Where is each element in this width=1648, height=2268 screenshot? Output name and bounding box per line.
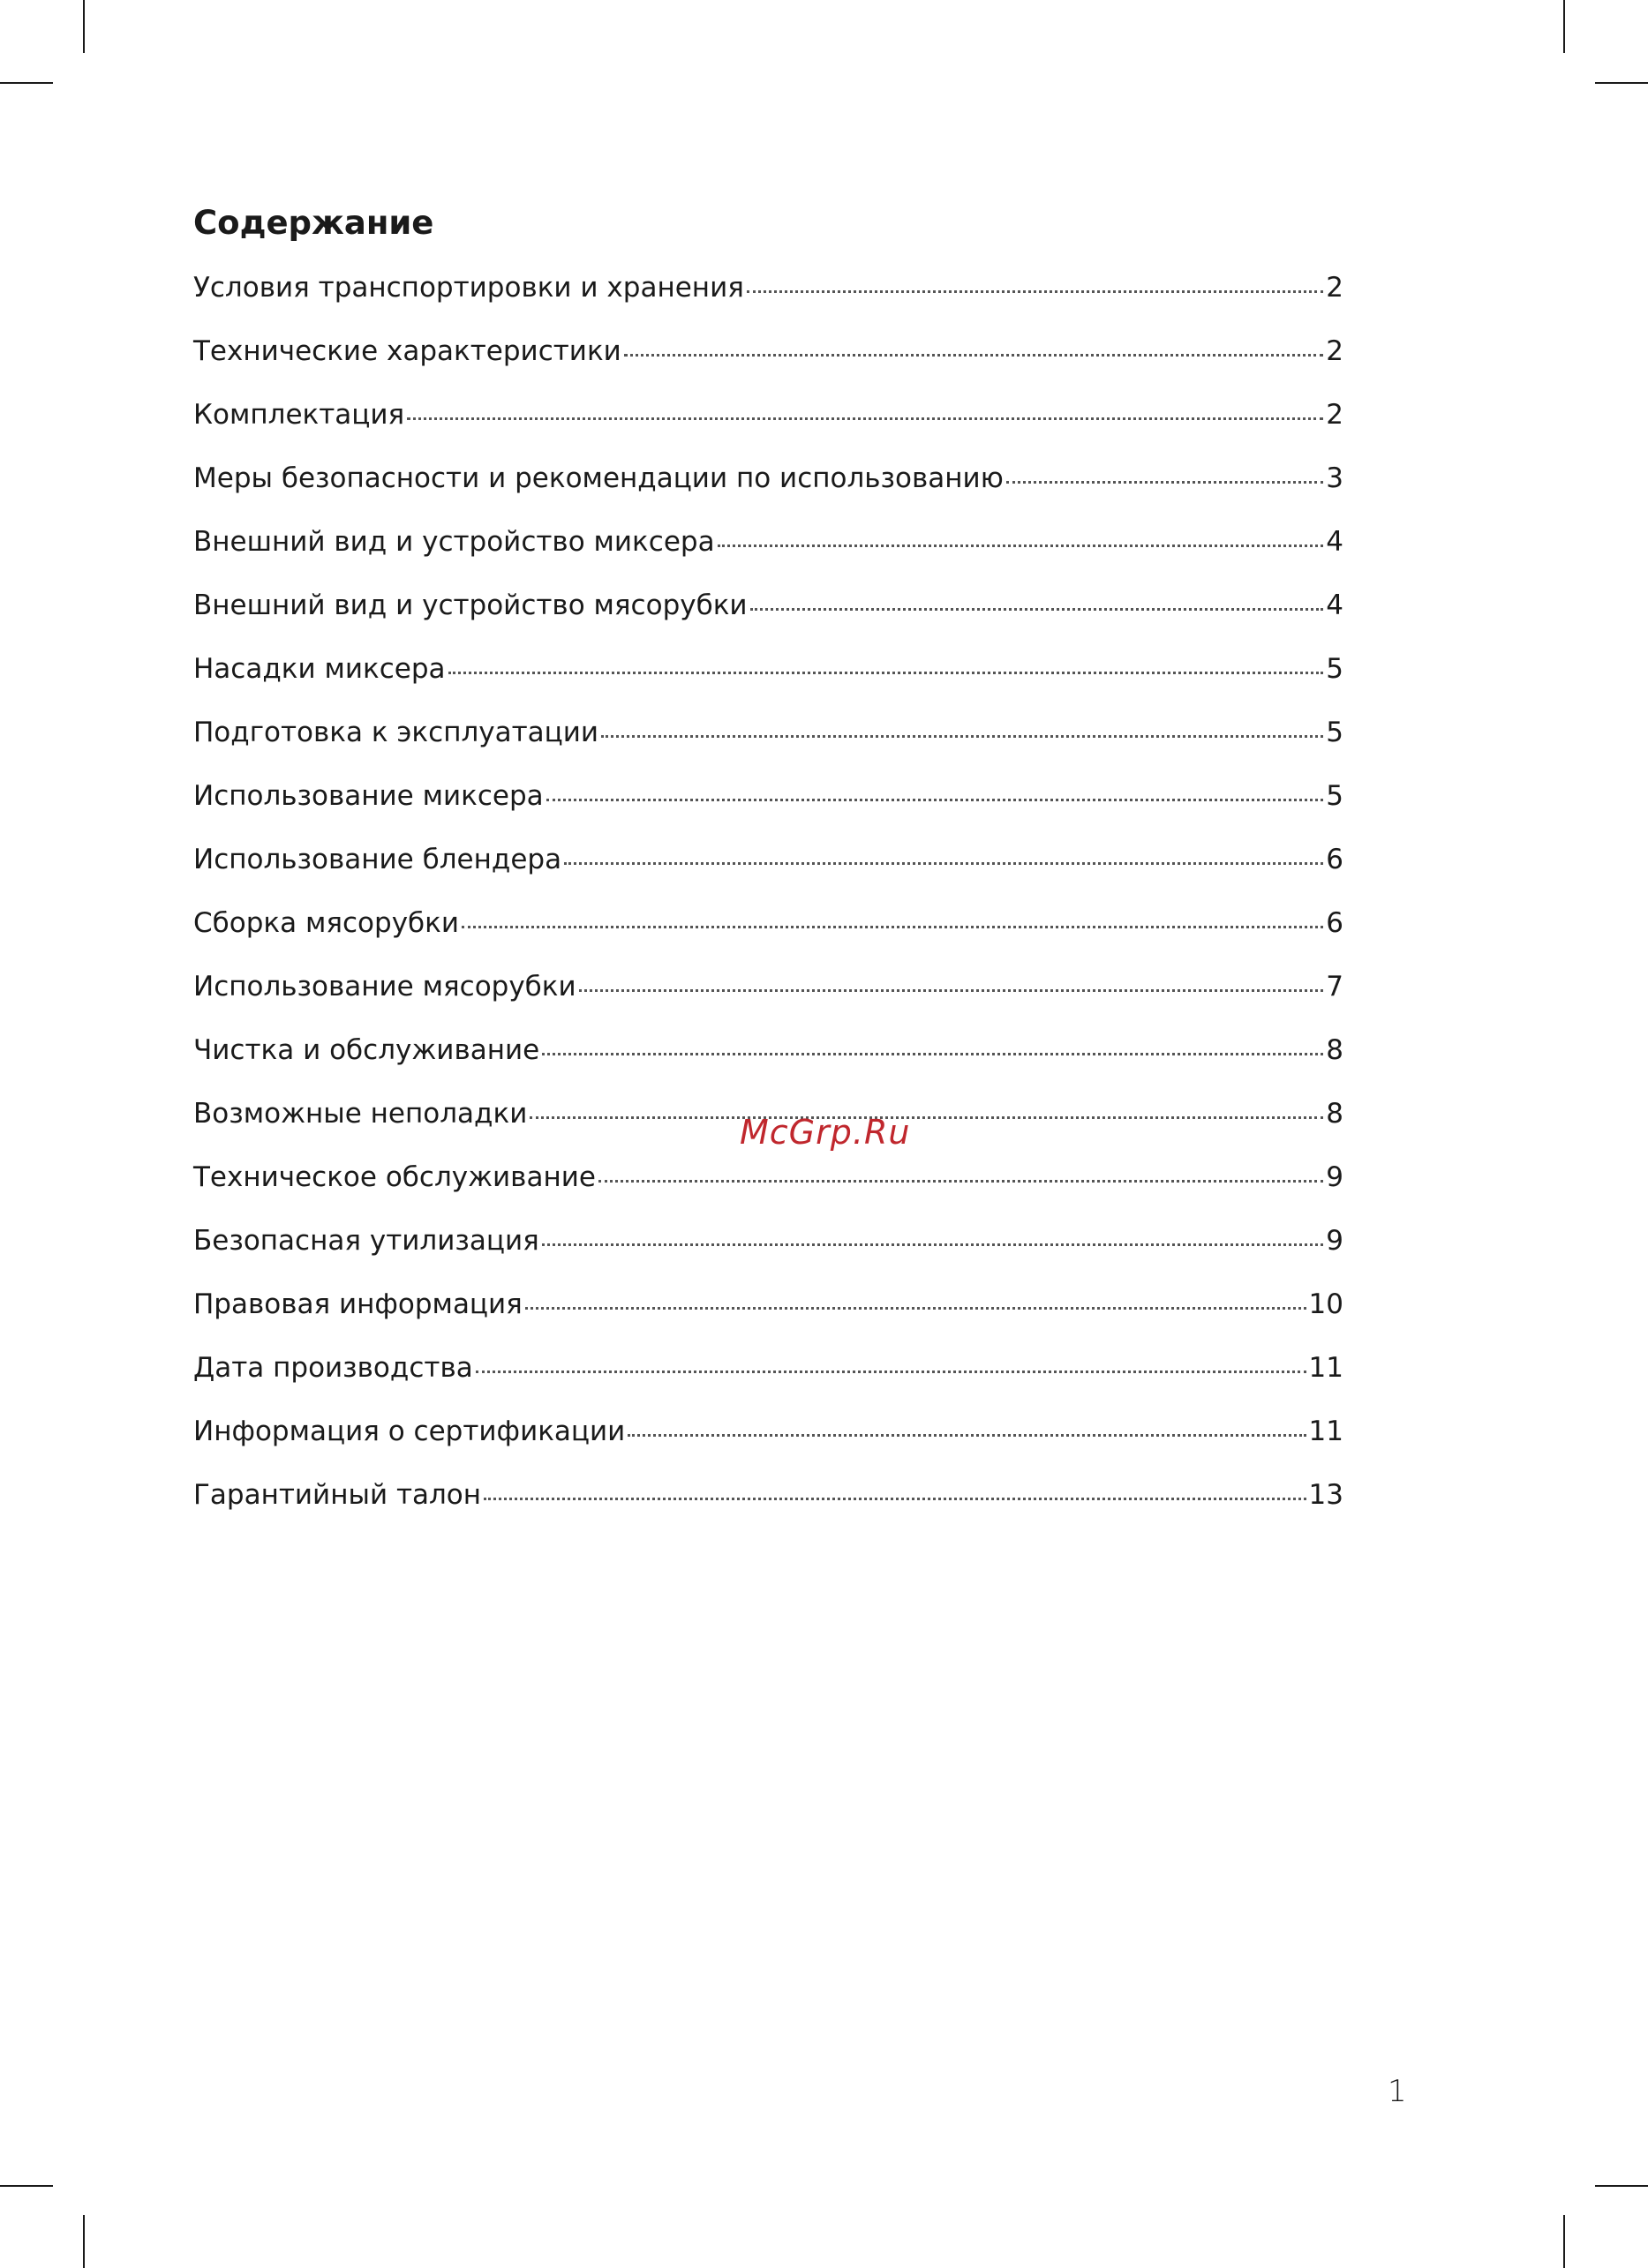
- toc-entry-page: 5: [1326, 653, 1343, 685]
- toc-entry-page: 8: [1326, 1034, 1343, 1066]
- toc-entry-page: 9: [1326, 1225, 1343, 1257]
- toc-entry-page: 4: [1326, 590, 1343, 621]
- dot-leader: [564, 862, 1323, 865]
- toc-entry[interactable]: [193, 838, 1343, 902]
- toc-entry-title: Меры безопасности и рекомендации по использованию: [193, 462, 1004, 494]
- toc-entry-page: 6: [1326, 844, 1343, 875]
- dot-leader: [407, 417, 1323, 420]
- toc-entry[interactable]: [193, 711, 1343, 775]
- toc-entry-page: 4: [1326, 526, 1343, 558]
- toc-entry[interactable]: [193, 1283, 1343, 1347]
- dot-leader: [462, 926, 1323, 928]
- toc-entry-title: Использование миксера: [193, 780, 544, 812]
- dot-leader: [530, 1116, 1323, 1119]
- toc-entry-page: 13: [1308, 1479, 1343, 1511]
- crop-mark-top-left: [0, 82, 53, 84]
- dot-leader: [750, 608, 1324, 611]
- toc-entry-title: Техническое обслуживание: [193, 1161, 596, 1193]
- toc-entry[interactable]: [193, 267, 1343, 330]
- crop-mark-top-right: [1595, 82, 1648, 84]
- dot-leader: [525, 1307, 1306, 1310]
- toc-entry[interactable]: [193, 1156, 1343, 1220]
- toc-entry[interactable]: [193, 584, 1343, 648]
- toc-entry-title: Возможные неполадки: [193, 1098, 528, 1130]
- toc-entry[interactable]: [193, 902, 1343, 965]
- toc-entry-page: 7: [1326, 971, 1343, 1003]
- dot-leader: [598, 1180, 1323, 1183]
- dot-leader: [542, 1243, 1324, 1246]
- toc-entry-page: 9: [1326, 1161, 1343, 1193]
- dot-leader: [601, 735, 1323, 738]
- dot-leader: [718, 544, 1324, 547]
- toc-entry-page: 11: [1308, 1416, 1343, 1447]
- toc-entry[interactable]: [193, 521, 1343, 584]
- dot-leader: [484, 1498, 1306, 1500]
- toc-entry[interactable]: [193, 394, 1343, 457]
- toc-entry-title: Информация о сертификации: [193, 1416, 626, 1447]
- toc-entry-page: 5: [1326, 717, 1343, 748]
- toc-entry[interactable]: [193, 1347, 1343, 1410]
- toc-entry-page: 2: [1326, 335, 1343, 367]
- toc-entry[interactable]: [193, 775, 1343, 838]
- dot-leader: [628, 1434, 1306, 1437]
- watermark: McGrp.Ru: [740, 1113, 911, 1152]
- toc-entry-title: Безопасная утилизация: [193, 1225, 539, 1257]
- toc-entry-title: Сборка мясорубки: [193, 907, 460, 939]
- toc-entry-page: 8: [1326, 1098, 1343, 1130]
- dot-leader: [1006, 481, 1323, 484]
- dot-leader: [448, 672, 1324, 674]
- toc-entry-title: Внешний вид и устройство миксера: [193, 526, 715, 558]
- toc-entry[interactable]: [193, 1220, 1343, 1283]
- dot-leader: [476, 1371, 1306, 1373]
- page-number: 1: [1388, 2074, 1407, 2109]
- toc-entry[interactable]: [193, 1029, 1343, 1093]
- toc-entry-title: Использование мясорубки: [193, 971, 576, 1003]
- toc-entry[interactable]: [193, 1474, 1343, 1537]
- toc-entry-title: Комплектация: [193, 399, 405, 431]
- table-of-contents: [193, 267, 1343, 1537]
- dot-leader: [542, 1053, 1323, 1055]
- toc-entry-title: Дата производства: [193, 1352, 473, 1384]
- toc-entry-title: Использование блендера: [193, 844, 562, 875]
- toc-entry[interactable]: [193, 965, 1343, 1029]
- toc-entry-page: 3: [1326, 462, 1343, 494]
- crop-mark-bottom-left: [83, 2215, 85, 2268]
- toc-entry-page: 10: [1308, 1288, 1343, 1320]
- dot-leader: [579, 989, 1324, 992]
- toc-entry-title: Внешний вид и устройство мясорубки: [193, 590, 748, 621]
- toc-entry-title: Правовая информация: [193, 1288, 523, 1320]
- page-title: Содержание: [193, 204, 434, 242]
- toc-entry-page: 6: [1326, 907, 1343, 939]
- toc-entry-page: 2: [1326, 272, 1343, 304]
- toc-entry[interactable]: [193, 1410, 1343, 1474]
- toc-entry-page: 2: [1326, 399, 1343, 431]
- toc-entry-title: Технические характеристики: [193, 335, 621, 367]
- toc-entry-title: Гарантийный талон: [193, 1479, 482, 1511]
- dot-leader: [747, 290, 1323, 293]
- crop-mark-bottom-left: [0, 2185, 53, 2187]
- crop-mark-top-right: [1563, 0, 1565, 53]
- crop-mark-bottom-right: [1595, 2185, 1648, 2187]
- toc-entry-title: Насадки миксера: [193, 653, 446, 685]
- toc-entry[interactable]: [193, 330, 1343, 394]
- dot-leader: [624, 354, 1323, 357]
- toc-entry-page: 11: [1308, 1352, 1343, 1384]
- toc-entry-page: 5: [1326, 780, 1343, 812]
- toc-entry[interactable]: [193, 648, 1343, 711]
- toc-entry-title: Чистка и обслуживание: [193, 1034, 540, 1066]
- crop-mark-bottom-right: [1563, 2215, 1565, 2268]
- toc-entry-title: Условия транспортировки и хранения: [193, 272, 744, 304]
- crop-mark-top-left: [83, 0, 85, 53]
- toc-entry[interactable]: [193, 457, 1343, 521]
- dot-leader: [546, 799, 1324, 801]
- toc-entry-title: Подготовка к эксплуатации: [193, 717, 599, 748]
